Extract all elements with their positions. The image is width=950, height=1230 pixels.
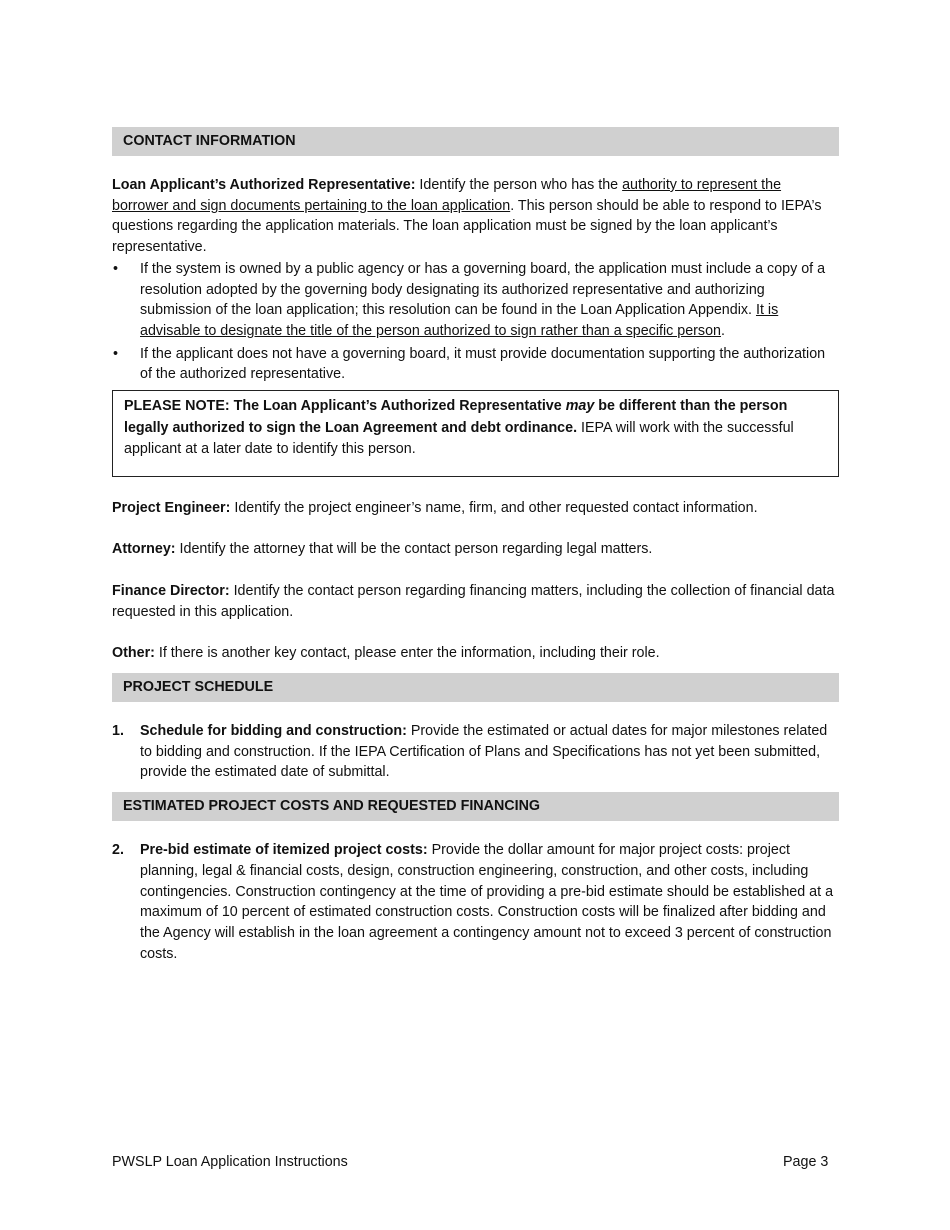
rep-text-1: Identify the person who has the: [415, 177, 623, 193]
other-label: Other:: [112, 645, 155, 662]
other-paragraph: [112, 643, 839, 664]
page-content: [112, 127, 839, 964]
footer-title: PWSLP Loan Application Instructions: [112, 1154, 348, 1170]
section-heading-schedule: PROJECT SCHEDULE: [112, 673, 839, 702]
section-heading-contact: CONTACT INFORMATION: [112, 127, 839, 156]
please-note-box: [112, 390, 839, 477]
note-text: IEPA will work with the successful applicant at a later date to identify this person.: [124, 419, 794, 458]
attorney-text: Identify the attorney that will be the contact person regarding legal matters.: [175, 541, 653, 558]
bullet-1-underline: It is advisable to designate the title of the person authorized to sign rather than a specific person: [140, 302, 779, 339]
engineer-paragraph: [112, 498, 839, 519]
rep-bullet-list: [112, 259, 839, 385]
list-item: [112, 840, 839, 964]
note-bold-2: be different than the person legally authorized to sign the Loan Agreement and debt ordinance.: [124, 398, 788, 436]
schedule-text: Provide the estimated or actual dates for major milestones related to bidding and construction. If the IEPA Certification of Plans and Specifications has not yet been submitted, provide the estimated date of submittal.: [140, 723, 828, 781]
costs-text: Provide the dollar amount for major project costs: project planning, legal & financial costs, design, construction engineering, construction, and other costs, including contingencies. Construction contingency at the time of providing a pre-bid estimate should be established at a maximum of 10 percent of estimated construction costs. Construction costs will be finalized after bidding and the Agency will establish in the loan agreement a contingency amount not to exceed 3 percent of construction costs.: [140, 842, 834, 962]
attorney-label: Attorney:: [112, 541, 176, 558]
rep-paragraph: [112, 175, 839, 258]
rep-label: Loan Applicant’s Authorized Representative:: [112, 177, 416, 193]
costs-label: Pre-bid estimate of itemized project costs:: [140, 842, 428, 859]
list-item: [112, 259, 839, 342]
section-heading-costs: ESTIMATED PROJECT COSTS AND REQUESTED FINANCING: [112, 792, 839, 821]
list-item: [112, 344, 839, 385]
note-bold-1: PLEASE NOTE: The Loan Applicant’s Authorized Representative: [124, 398, 566, 415]
finance-paragraph: [112, 581, 839, 622]
finance-label: Finance Director:: [112, 582, 230, 599]
attorney-paragraph: [112, 539, 839, 560]
note-italic: may: [565, 398, 595, 415]
schedule-label: Schedule for bidding and construction:: [140, 723, 407, 740]
page-number: Page 3: [783, 1154, 829, 1170]
rep-underline: authority to represent the borrower and sign documents pertaining to the loan application: [112, 177, 782, 214]
bullet-glyph: •: [113, 345, 119, 362]
engineer-label: Project Engineer:: [112, 499, 231, 516]
list-item: [112, 721, 839, 783]
bullet-2-text: If the applicant does not have a governing board, it must provide documentation supporting the authorization of the authorized representative.: [140, 345, 826, 383]
costs-list: [112, 840, 839, 964]
other-text: If there is another key contact, please enter the information, including their role.: [154, 645, 660, 662]
finance-text: Identify the contact person regarding financing matters, including the collection of financial data requested in this application.: [112, 582, 835, 620]
bullet-1-end: .: [720, 322, 725, 339]
bullet-glyph: •: [113, 260, 119, 277]
engineer-text: Identify the project engineer’s name, firm, and other requested contact information.: [230, 499, 758, 516]
item-number: 2.: [112, 842, 124, 859]
rep-text-2: . This person should be able to respond to IEPA’s questions regarding the application materials. The loan application must be signed by the loan applicant’s representative.: [112, 197, 822, 256]
bullet-1-text: If the system is owned by a public agency or has a governing board, the application must include a copy of a resolution adopted by the governing body designating its authorized representative and authorizing submission of the loan application; this resolution can be found in the Loan Application Appendix.: [140, 260, 826, 319]
item-number: 1.: [112, 723, 124, 740]
schedule-list: [112, 721, 839, 783]
